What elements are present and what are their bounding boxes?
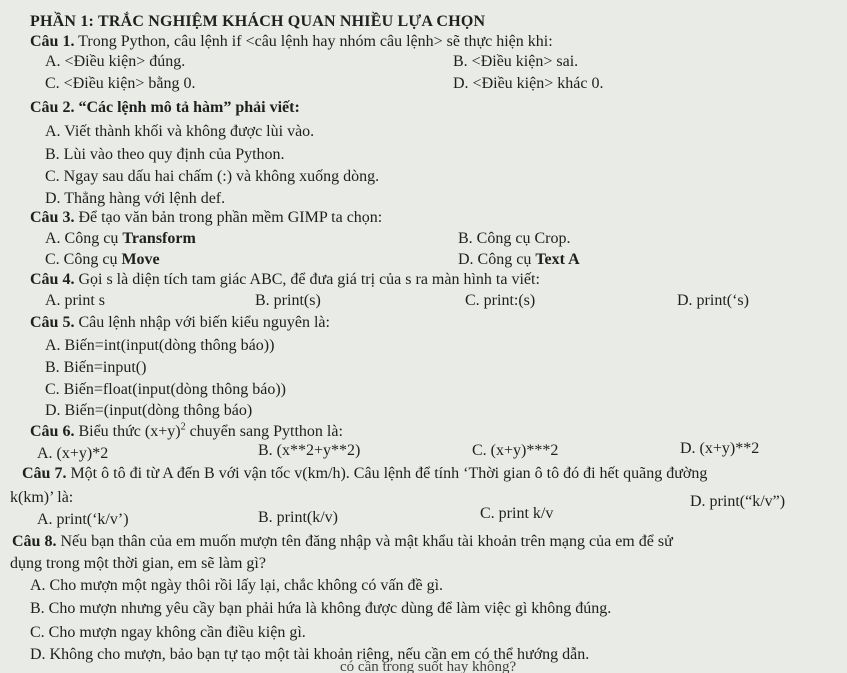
option-bold-term: Text A (535, 251, 580, 268)
q4-option-b: B. print(s) (255, 292, 321, 309)
question-label: Câu 3. (30, 209, 75, 226)
q3-option-b: B. Công cụ Crop. (458, 230, 571, 247)
question-1 (30, 32, 553, 52)
q7-option-d: D. print(“k/v”) (690, 493, 786, 510)
q7-option-a: A. print(‘k/v’) (37, 511, 129, 528)
question-text: Câu lệnh nhập với biến kiểu nguyên là: (78, 314, 330, 331)
question-3 (30, 208, 382, 228)
cut-off-line: có cần trong suốt hay không? (340, 659, 517, 673)
question-label: Câu 7. (22, 465, 67, 482)
question-label: Câu 6. (30, 423, 75, 440)
question-7-cont: k(km)’ là: (10, 489, 74, 506)
question-label: Câu 4. (30, 271, 75, 288)
q1-option-d: D. <Điều kiện> khác 0. (453, 75, 604, 92)
question-4 (30, 270, 540, 290)
q4-option-c: C. print:(s) (465, 292, 536, 309)
q1-option-b: B. <Điều kiện> sai. (453, 53, 579, 70)
question-8 (12, 532, 673, 552)
q5-option-c: C. Biến=float(input(dòng thông báo)) (45, 381, 286, 398)
question-text: “Các lệnh mô tả hàm” phải viết: (78, 99, 300, 116)
section-title: PHẦN 1: TRẮC NGHIỆM KHÁCH QUAN NHIỀU LỰA CHỌN (30, 13, 486, 30)
q5-option-d: D. Biến=(input(dòng thông báo) (45, 402, 253, 419)
q3-option-a (45, 229, 196, 249)
q7-option-b: B. print(k/v) (258, 509, 338, 526)
q3-option-d (458, 250, 580, 270)
q6-option-c: C. (x+y)***2 (472, 442, 559, 459)
question-2 (30, 98, 300, 118)
question-text-cont: chuyển sang Pytthon là: (185, 423, 343, 440)
option-bold-term: Move (121, 251, 160, 268)
q1-option-a: A. <Điều kiện> đúng. (45, 53, 186, 70)
q8-option-c: C. Cho mượn ngay không cần điều kiện gì. (30, 624, 306, 641)
question-7 (22, 464, 707, 484)
q5-option-b: B. Biến=input() (45, 359, 147, 376)
q8-option-a: A. Cho mượn một ngày thôi rồi lấy lại, chắc không có vấn đề gì. (30, 577, 444, 594)
option-prefix: A. Công cụ (45, 230, 123, 247)
question-6 (30, 422, 343, 442)
q8-option-d: D. Không cho mượn, bảo bạn tự tạo một tài khoản riêng, nếu cần em có thể hướng dẫn. (30, 646, 590, 663)
q2-option-d: D. Thẳng hàng với lệnh def. (45, 190, 226, 207)
question-label: Câu 2. (30, 99, 75, 116)
q7-option-c: C. print k/v (480, 505, 554, 522)
question-text: Biểu thức (x+y) (78, 423, 181, 440)
question-text: Gọi s là diện tích tam giác ABC, để đưa giá trị của s ra màn hình ta viết: (78, 271, 540, 288)
superscript: 2 (180, 421, 186, 433)
question-5 (30, 313, 330, 333)
q2-option-b: B. Lùi vào theo quy định của Python. (45, 146, 285, 163)
question-text: Để tạo văn bản trong phần mềm GIMP ta chọn: (78, 209, 383, 226)
q3-option-c (45, 250, 160, 270)
q4-option-a: A. print s (45, 292, 105, 309)
question-text: Nếu bạn thân của em muốn mượn tên đăng nhập và mật khẩu tài khoản trên mạng của em để sử (60, 533, 673, 550)
question-label: Câu 5. (30, 314, 75, 331)
option-prefix: D. Công cụ (458, 251, 536, 268)
question-label: Câu 8. (12, 533, 57, 550)
option-prefix: C. Công cụ (45, 251, 122, 268)
q8-option-b: B. Cho mượn nhưng yêu cầy bạn phải hứa là không được dùng để làm việc gì không đúng. (30, 600, 612, 617)
q6-option-a: A. (x+y)*2 (37, 445, 109, 462)
q5-option-a: A. Biến=int(input(dòng thông báo)) (45, 337, 275, 354)
question-8-cont: dụng trong một thời gian, em sẽ làm gì? (10, 555, 266, 572)
question-label: Câu 1. (30, 33, 75, 50)
q4-option-d: D. print(‘s) (677, 292, 749, 309)
q2-option-c: C. Ngay sau dấu hai chấm (:) và không xuống dòng. (45, 168, 380, 185)
q6-option-b: B. (x**2+y**2) (258, 442, 361, 459)
option-bold-term: Transform (122, 230, 196, 247)
q1-option-c: C. <Điều kiện> bằng 0. (45, 75, 196, 92)
question-text: Một ô tô đi từ A đến B với vận tốc v(km/h). Câu lệnh để tính ‘Thời gian ô tô đó đi hết quãng đường (70, 465, 708, 482)
q2-option-a: A. Viết thành khối và không được lùi vào. (45, 123, 315, 140)
q6-option-d: D. (x+y)**2 (680, 440, 760, 457)
question-text: Trong Python, câu lệnh if <câu lệnh hay nhóm câu lệnh> sẽ thực hiện khi: (78, 33, 553, 50)
